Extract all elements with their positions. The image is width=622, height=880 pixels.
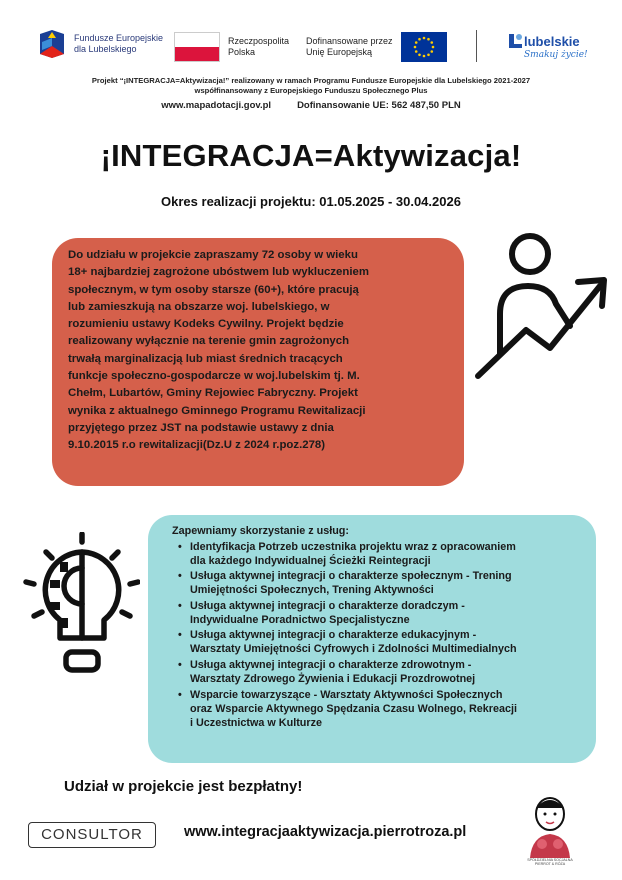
services-list — [172, 540, 584, 730]
lightbulb-gear-icon — [20, 532, 140, 682]
lubelskie-slogan: Smakuj życie! — [524, 50, 588, 60]
consultor-logo: CONSULTOR — [28, 822, 156, 848]
lubelskie-logo — [506, 32, 588, 60]
rp-logo — [174, 32, 289, 62]
eu-star-icon — [414, 41, 417, 44]
list-item: • Usługa aktywnej integracji o charakterze społecznym - Trening Umiejętności Społecznych, Trening Aktywności — [172, 569, 584, 597]
eu-star-icon — [431, 46, 434, 49]
list-item: • Usługa aktywnej integracji o charakterze doradczym - Indywidualne Poradnictwo Specjalistyczne — [172, 599, 584, 627]
services-heading: Zapewniamy skorzystanie z usług: — [172, 525, 349, 537]
fe-logo-icon — [38, 28, 66, 60]
logo-divider — [476, 30, 477, 62]
list-item: • Identyfikacja Potrzeb uczestnika projektu wraz z opracowaniem dla każdego Indywidualnej Ścieżki Reintegracji — [172, 540, 584, 568]
eu-star-icon — [422, 55, 425, 58]
list-item: • Usługa aktywnej integracji o charakterze zdrowotnym - Warsztaty Zdrowego Żywienia i Edukacji Prozdrowotnej — [172, 658, 584, 686]
eu-star-icon — [430, 50, 433, 53]
eu-logo — [306, 32, 447, 62]
eu-star-icon — [427, 53, 430, 56]
eu-flag-icon — [401, 32, 447, 62]
fe-logo — [38, 28, 163, 60]
eu-logo-text: Dofinansowane przez Unię Europejską — [306, 36, 393, 57]
eu-star-icon — [427, 38, 430, 41]
lubelskie-logo-icon — [506, 32, 524, 50]
website-funding-line — [0, 100, 622, 111]
eu-star-icon — [418, 38, 421, 41]
project-info: Projekt “¡INTEGRACJA=Aktywizacja!” realizowany w ramach Programu Fundusze Europejskie dla Lubelskiego 2021-2027 współfinansowany z Europejskiego Funduszu Społecznego Plus — [91, 76, 531, 95]
website-bottom-link[interactable]: www.integracjaaktywizacja.pierrotroza.pl — [184, 824, 467, 840]
project-period: Okres realizacji projektu: 01.05.2025 - 30.04.2026 — [161, 194, 461, 209]
intro-text: Do udziału w projekcie zapraszamy 72 osoby w wieku 18+ najbardziej zagrożone ubóstwem lub wykluczeniem społecznym, w tym osoby starsze (60+), które pracują lub zamieszkują na obszarze woj. lubelskiego, w rozumieniu ustawy Kodeks Cywilny. Projekt będzie realizowany wyłącznie na terenie gmin zagrożonych trwałą marginalizacją lub miast średnich tracących funkcje społeczno-gospodarcze w woj.lubelskim tj. M. Chełm, Lubartów, Gminy Rejowiec Fabryczny. Projekt wynika z aktualnego Gminnego Programu Rewitalizacji przyjętego przez JST na podstawie ustawy z dnia 9.10.2015 r.o rewitalizacji(Dz.U z 2024 r.poz.278) — [68, 249, 369, 452]
eu-star-icon — [413, 46, 416, 49]
list-item: • Usługa aktywnej integracji o charakterze edukacyjnym - Warsztaty Umiejętności Cyfrowych i Zdolności Multimedialnych — [172, 628, 584, 656]
pierrot-logo-icon — [522, 792, 578, 862]
eu-star-icon — [430, 41, 433, 44]
rp-logo-text: Rzeczpospolita Polska — [228, 36, 290, 57]
eu-star-icon — [418, 53, 421, 56]
eu-star-icon — [422, 37, 425, 40]
lubelskie-logo-text: lubelskie — [524, 33, 580, 49]
free-participation-note: Udział w projekcie jest bezpłatny! — [64, 778, 303, 795]
person-growth-icon — [470, 230, 616, 390]
fe-logo-text: Fundusze Europejskie dla Lubelskiego — [74, 33, 164, 54]
poland-flag-icon — [174, 32, 220, 62]
services-box — [148, 515, 596, 763]
list-item: • Wsparcie towarzyszące - Warsztaty Aktywności Społecznych oraz Wsparcie Aktywnego Spędzania Czasu Wolnego, Rekreacji i Uczestnictwa w Kulturze — [172, 688, 584, 730]
website-top-link[interactable]: www.mapadotacji.gov.pl — [161, 100, 272, 111]
eu-star-icon — [414, 50, 417, 53]
intro-box — [52, 238, 464, 486]
logo-bar — [38, 26, 594, 72]
pierrot-caption: SPÓŁDZIELNIA SOCJALNA PIERROT & RÓŻA — [527, 858, 573, 866]
page-title: ¡INTEGRACJA=Aktywizacja! — [100, 138, 522, 173]
funding-amount: Dofinansowanie UE: 562 487,50 PLN — [297, 100, 461, 111]
